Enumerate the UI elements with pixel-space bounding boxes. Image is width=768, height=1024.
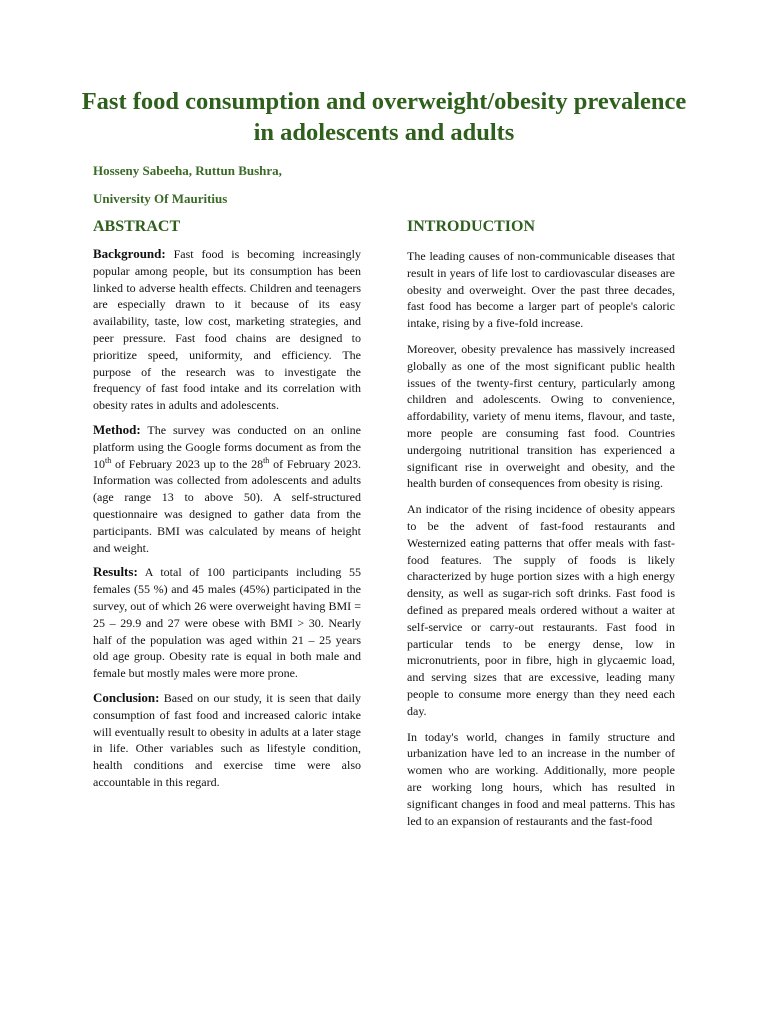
author-list: Hosseny Sabeeha, Ruttun Bushra, <box>93 163 282 178</box>
background-label: Background: <box>93 246 166 261</box>
introduction-heading: INTRODUCTION <box>407 218 536 235</box>
introduction-column <box>407 216 675 838</box>
paper-title: Fast food consumption and overweight/obesity prevalence in adolescents and adults <box>81 88 687 146</box>
abstract-method <box>93 422 361 556</box>
abstract-column <box>93 216 361 799</box>
method-superscript-1: th <box>105 455 112 465</box>
intro-paragraph: An indicator of the rising incidence of obesity appears to be the advent of fast-food restaurants and Westernized eating patterns that offer meals with fast-food features. The supply of foods is likely characterized by huge portion sizes with a high energy density, as well as sugar-rich soft drinks. Fast food is defined as prepared meals ordered without a waiter at self-service or carry-out restaurants. Fast food in particular tends to be energy dense, low in micronutrients, poor in fibre, high in glycaemic load, and serving sizes that are excessive, leading many people to consume more energy than they need each day. <box>407 502 675 718</box>
method-text-part-1: The survey was conducted on an online platform using the Google forms document as from the 10 <box>93 422 361 471</box>
intro-paragraph: Moreover, obesity prevalence has massively increased globally as one of the most significant public health issues of the twenty-first century, particularly among children and adolescents. Owing to convenience, affordability, variety of menu items, flavour, and taste, more people are consuming fast food. Countries undergoing nutritional transition has experienced a significant rise in overweight and obesity, and the health burden of consequences from obesity is rising. <box>407 341 675 491</box>
method-text-part-2: of February 2023 up to the 28 <box>111 456 264 471</box>
abstract-background <box>93 246 361 414</box>
abstract-heading: ABSTRACT <box>93 218 181 235</box>
conclusion-text: Based on our study, it is seen that daily consumption of fast food and increased caloric intake will eventually result to obesity in adults at a later stage in life. Other variables such as lifestyle condition, health conditions and exercise time were also accountable in this regard. <box>93 690 362 789</box>
background-text: Fast food is becoming increasingly popular among people, but its consumption has been linked to adverse health effects. Children and teenagers are especially drawn to it because of its easy availability, taste, low cost, marketing strategies, and peer pressure. Fast food chains are designed to prioritize speed, uniformity, and efficiency. The purpose of the research was to investigate the frequency of fast food intake and its correlation with obesity rates in adults and adolescents. <box>93 247 361 413</box>
intro-paragraph: In today's world, changes in family structure and urbanization have led to an increase in the number of women who are working. Additionally, more people are working long hours, which has resulted in significant changes in food and meal patterns. This has led to an expansion of restaurants and the fast-food <box>407 729 675 828</box>
abstract-conclusion <box>93 690 361 791</box>
affiliation: University Of Mauritius <box>93 191 228 206</box>
method-text-part-3: of February 2023. Information was collected from adolescents and adults (age range 13 to above 50). A self-structured questionnaire was designed to gather data from the participants. BMI was calculated by means of height and weight. <box>93 456 361 555</box>
abstract-results <box>93 564 361 682</box>
intro-paragraph: The leading causes of non-communicable diseases that result in years of life lost to cardiovascular diseases are obesity and overweight. Over the past three decades, fast food has become a larger part of people's caloric intake, rising by a five-fold increase. <box>407 249 675 331</box>
results-label: Results: <box>93 564 138 580</box>
method-superscript-2: th <box>263 455 270 465</box>
conclusion-label: Conclusion: <box>93 689 160 705</box>
method-label: Method: <box>93 421 141 437</box>
results-text: A total of 100 participants including 55 females (55 %) and 45 males (45%) participated in the survey, out of which 26 were overweight having BMI = 25 – 29.9 and 27 were obese with BMI > 30. Nearly half of the population was aged within 21 – 25 years old age group. Obesity rate is equal in both male and female but mostly males were more prone. <box>93 565 362 681</box>
